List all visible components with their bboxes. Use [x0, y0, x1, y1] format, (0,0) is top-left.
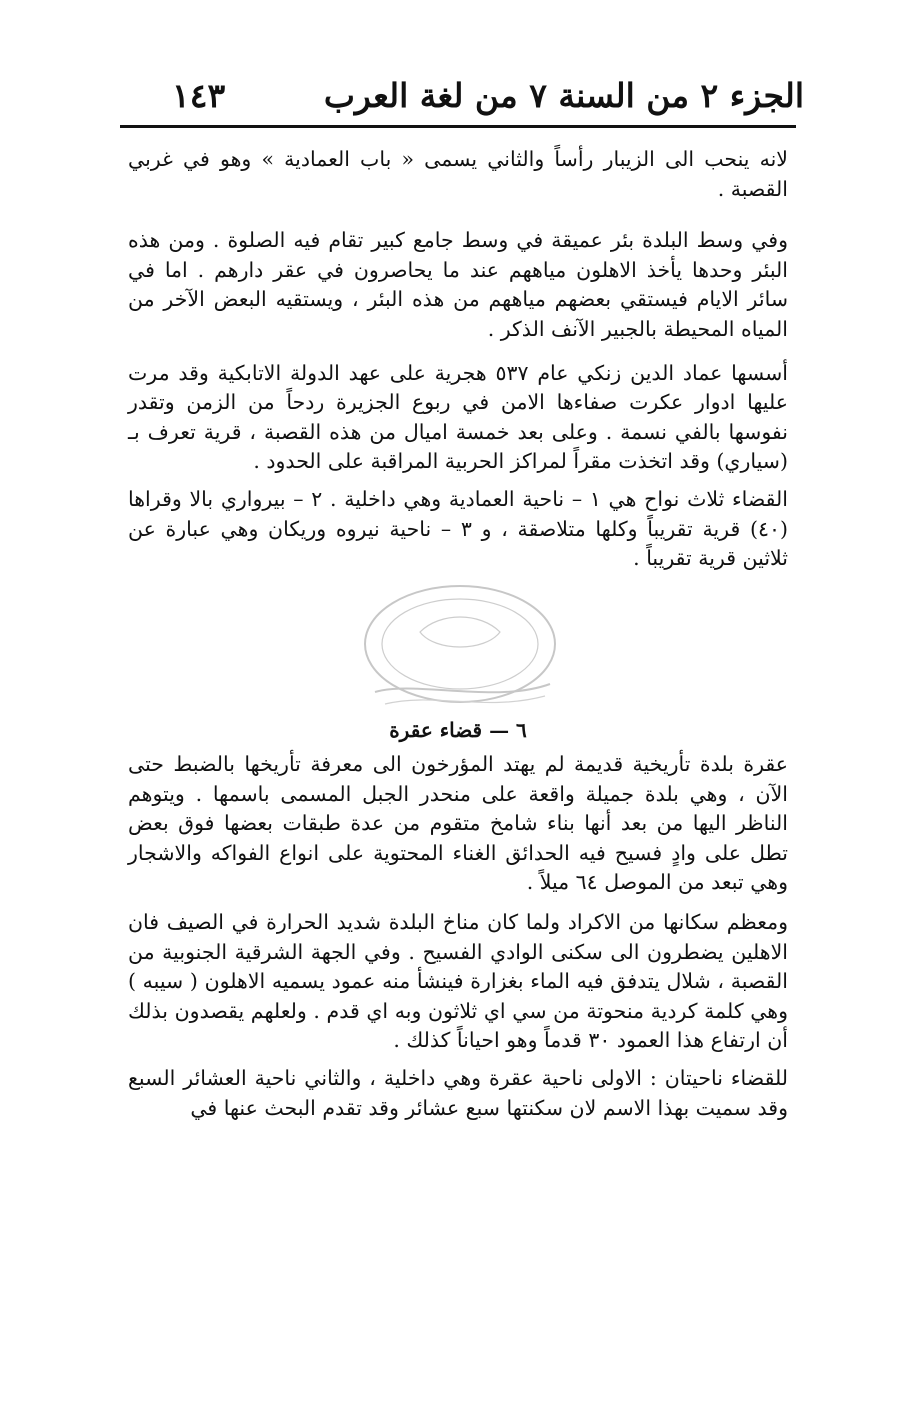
page-number: ١٤٣: [172, 76, 226, 115]
library-stamp-watermark: [345, 572, 575, 722]
paragraph-1: لانه ينحب الى الزيبار رأساً والثاني يسمى « باب العمادية » وهو في غربي القصبة .: [128, 147, 788, 201]
section-heading: ٦ — قضاء عقرة: [389, 718, 527, 742]
body-text-part-1: [128, 145, 788, 574]
paragraph-4: القضاء ثلاث نواح هي ١ – ناحية العمادية وهي داخلية . ٢ – بيرواري بالا وقراها (٤٠) قرية تقريباً وكلها متلاصقة ، و ٣ – ناحية نيروه وريكان وهي عبارة عن ثلاثين قرية تقريباً .: [128, 486, 788, 571]
page-header: [120, 70, 804, 122]
paragraph-2: وفي وسط البلدة بئر عميقة في وسط جامع كبير تقام فيه الصلوة . ومن هذه البئر وحدها يأخذ الاهلون مياههم عند ما يحاصرون في عقر دارهم . اما في سائر الايام فيستقي بعضهم مياههم من هذه البئر ، ويستقيه البعض الآخر من المياه المحيطة بالجبير الآنف الذكر .: [128, 228, 788, 341]
paragraph-3: أسسها عماد الدين زنكي عام ٥٣٧ هجرية على عهد الدولة الاتابكية وقد مرت عليها ادوار عكرت صفاءها الامن في ربوع الجزيرة ردحاً من الزمن وتقدر نفوسها بالفي نسمة . وعلى بعد خمسة اميال من هذه القصبة ، قرية تعرف بـ (سياري) وقد اتخذت مقراً لمراكز الحربية المراقبة على الحدود .: [128, 360, 788, 474]
running-title: الجزء ٢ من السنة ٧ من لغة العرب: [323, 76, 804, 115]
header-rule: [120, 125, 796, 128]
stamp-graphic: [345, 572, 575, 722]
paragraph-6: ومعظم سكانها من الاكراد ولما كان مناخ البلدة شديد الحرارة في الصيف فان الاهلين يضطرون الى سكنى الوادي الفسيح . وفي الجهة الشرقية الجنوبية من القصبة ، شلال يتدفق فيه الماء بغزارة فينشأ منه عمود يسميه الاهلون ( سيبه ) وهي كلمة كردية منحوتة من سي اي ثلاثون وبه اي قدم . ولعلهم يقصدون بذلك أن ارتفاع هذا العمود ٣٠ قدماً وهو احياناً كذلك .: [128, 909, 788, 1053]
body-text-part-2: [128, 750, 788, 1123]
paragraph-5: عقرة بلدة تأريخية قديمة لم يهتد المؤرخون الى معرفة تأريخها بالضبط حتى الآن ، وهي بلدة جميلة واقعة على منحدر الجبل المسمى باسمها . ويتوهم الناظر اليها من بعد أنها بناء شامخ متقوم من عدة طبقات بعضها فوق بعض تطل على وادٍ فسيح فيه الحدائق الغناء المحتوية على انواع الفواكه والاشجار وهي تبعد من الموصل ٦٤ ميلاً .: [128, 752, 788, 895]
paragraph-7: للقضاء ناحيتان : الاولى ناحية عقرة وهي داخلية ، والثاني ناحية العشائر السبع وقد سميت بهذا الاسم لان سكنتها سبع عشائر وقد تقدم البحث عنها في: [128, 1065, 788, 1120]
